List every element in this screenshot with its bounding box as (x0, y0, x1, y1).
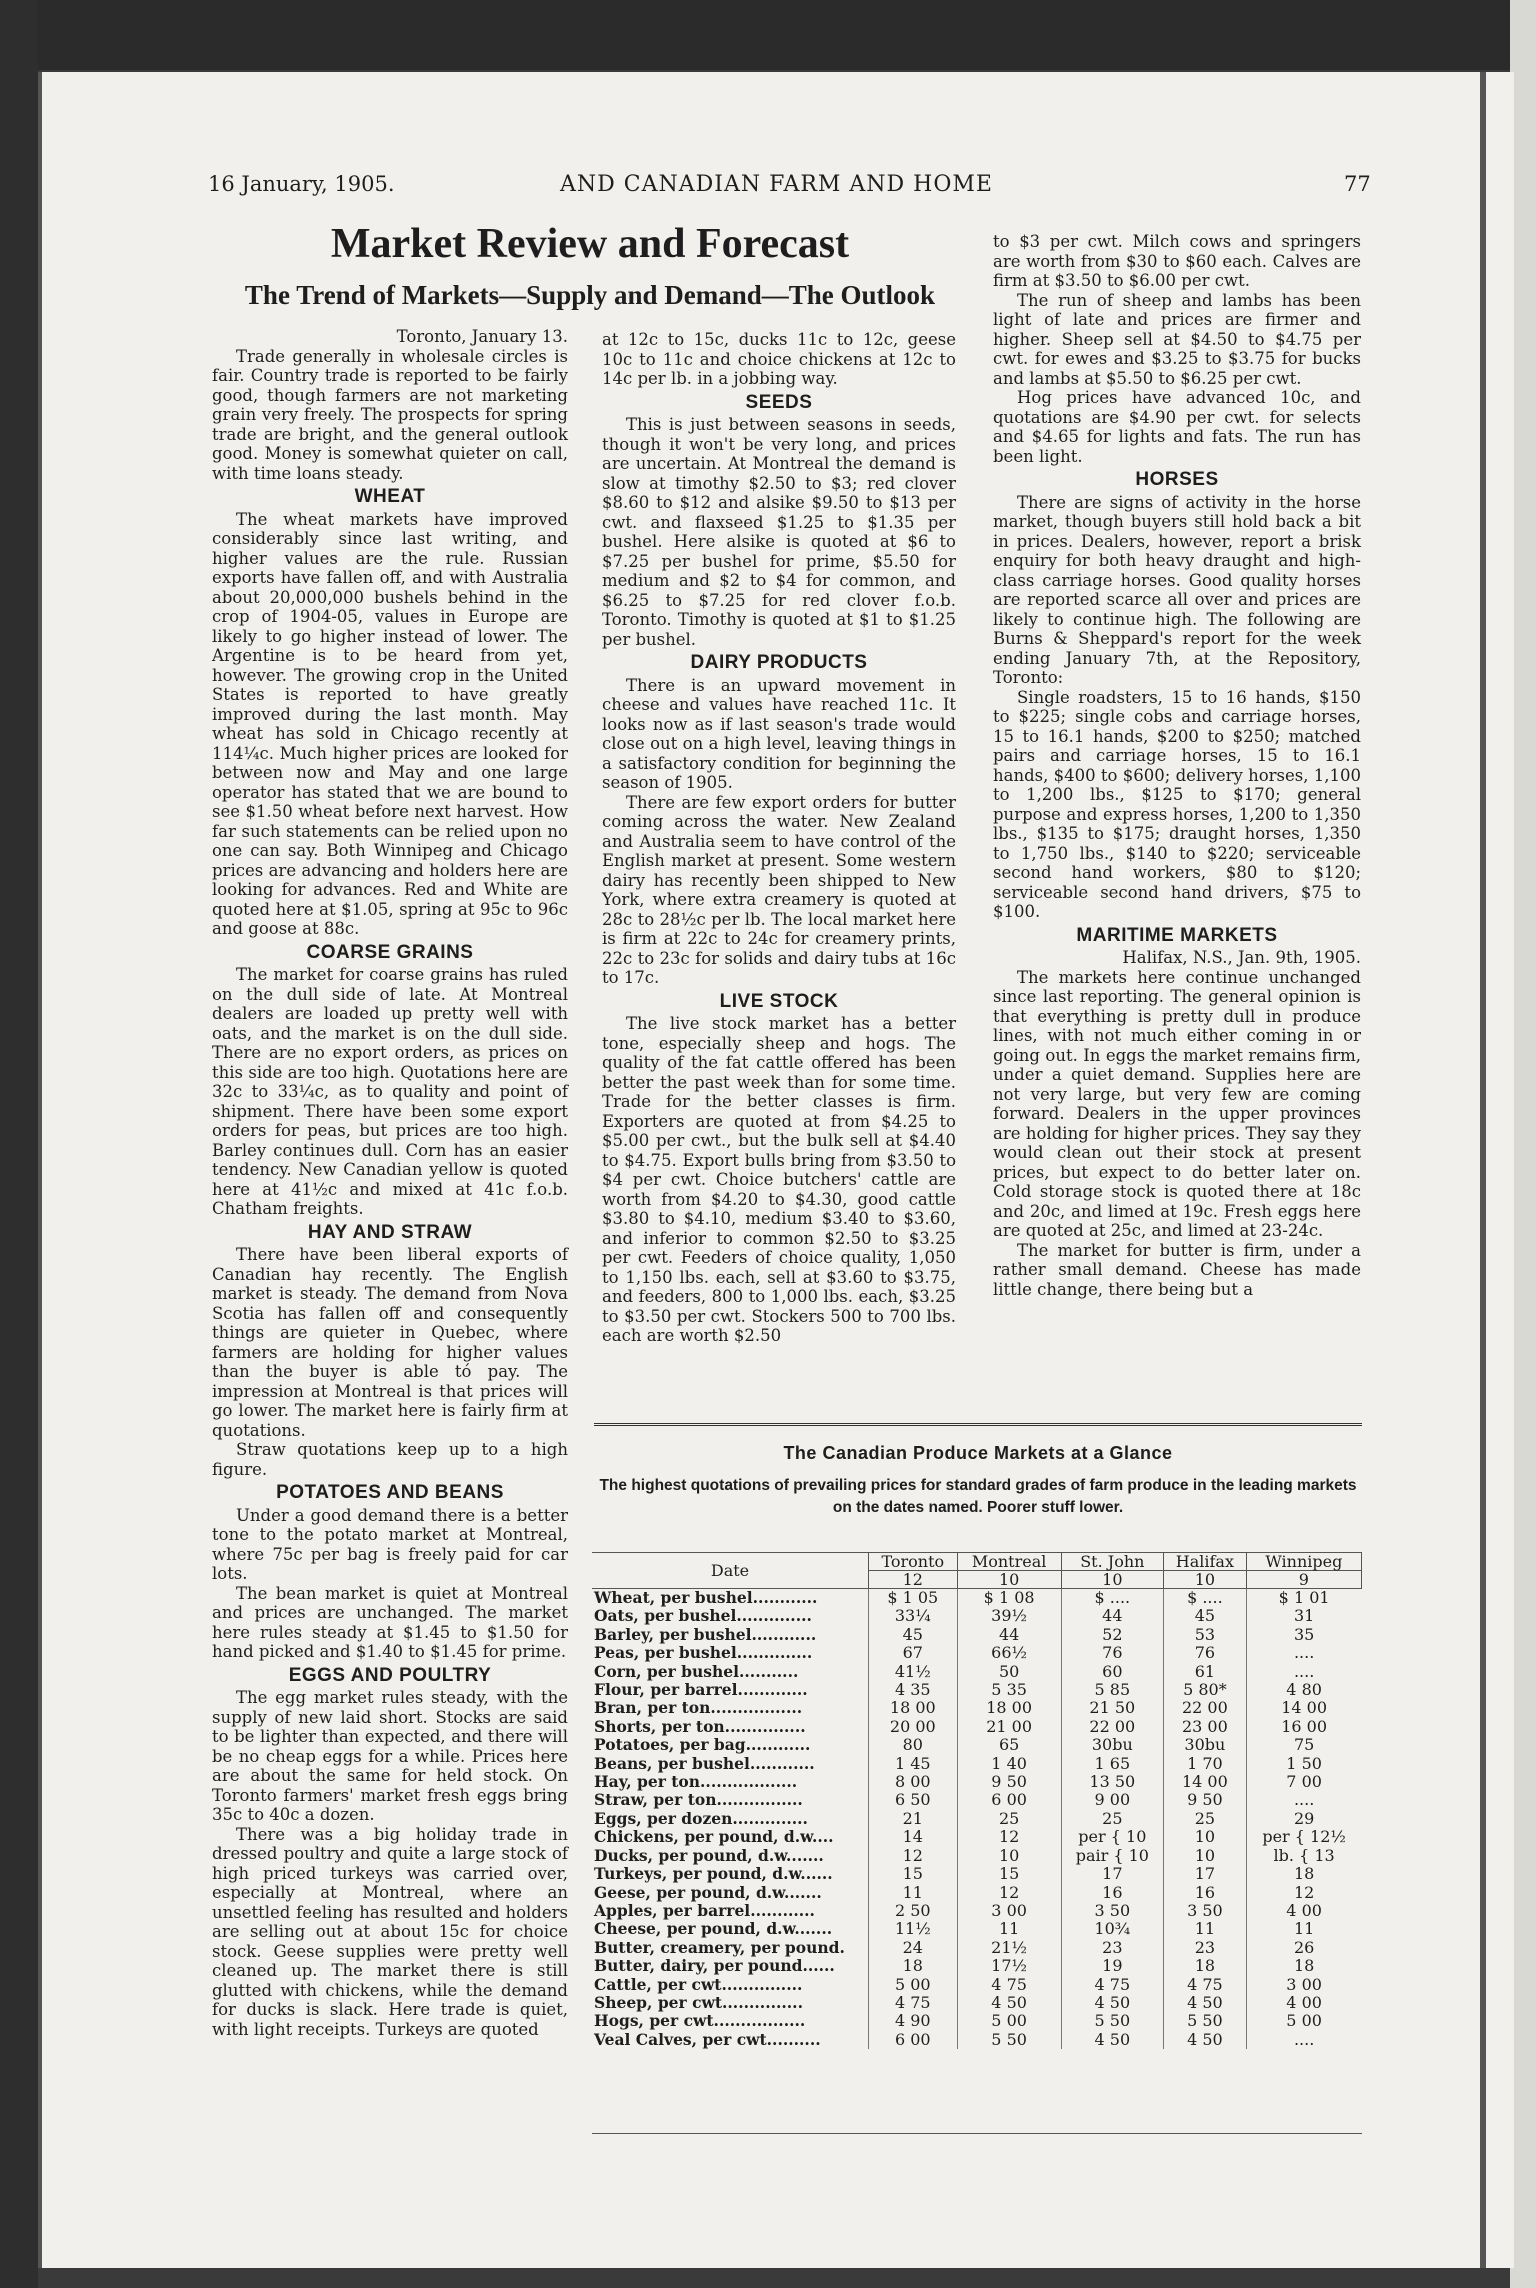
table-row (592, 1939, 1362, 1957)
row-label: Potatoes, per bag............ (594, 1736, 811, 1755)
price-cell: 11 (957, 1920, 1061, 1938)
table-row (592, 1828, 1362, 1846)
paragraph-poultry-cont: at 12c to 15c, ducks 11c to 12c, geese 10c to 11c and choice chickens at 12c to 14c per lb. in a jobbing way. (602, 330, 956, 388)
table-row (592, 1644, 1362, 1662)
price-cell: 4 50 (1164, 1994, 1247, 2012)
price-cell: 16 00 (1246, 1718, 1361, 1736)
price-cell: lb. { 13 (1246, 1847, 1361, 1865)
price-cell: 5 50 (1164, 2012, 1247, 2030)
price-cell: 24 (869, 1939, 958, 1957)
price-cell: 16 (1164, 1884, 1247, 1902)
price-cell: 44 (1061, 1607, 1163, 1625)
table-row (592, 1957, 1362, 1975)
price-cell: 3 00 (1246, 1976, 1361, 1994)
table-row (592, 1699, 1362, 1717)
column-header-city: Halifax (1164, 1553, 1247, 1571)
price-cell: 76 (1164, 1644, 1247, 1662)
price-cell: 14 00 (1164, 1773, 1247, 1791)
price-cell: 53 (1164, 1626, 1247, 1644)
table-row (592, 1884, 1362, 1902)
price-cell: $ 1 08 (957, 1589, 1061, 1608)
row-label: Beans, per bushel............ (594, 1754, 815, 1773)
price-cell: pair { 10 (1061, 1847, 1163, 1865)
row-label: Eggs, per dozen.............. (594, 1809, 808, 1828)
price-cell: 6 50 (869, 1791, 958, 1809)
price-cell: 30bu (1164, 1736, 1247, 1754)
price-cell: 1 65 (1061, 1755, 1163, 1773)
price-cell: 18 (1246, 1957, 1361, 1975)
price-cell: 14 00 (1246, 1699, 1361, 1717)
row-label: Wheat, per bushel............ (594, 1588, 818, 1607)
price-cell: 18 00 (957, 1699, 1061, 1717)
column-header-date-value: 9 (1246, 1571, 1361, 1589)
price-cell: 7 00 (1246, 1773, 1361, 1791)
table-row (592, 1847, 1362, 1865)
price-cell: 1 70 (1164, 1755, 1247, 1773)
table-row (592, 1755, 1362, 1773)
price-cell: 9 50 (1164, 1791, 1247, 1809)
price-cell: .... (1246, 1663, 1361, 1681)
price-cell: .... (1246, 1791, 1361, 1809)
price-cell: 41½ (869, 1663, 958, 1681)
price-cell: 30bu (1061, 1736, 1163, 1754)
price-cell: 4 00 (1246, 1994, 1361, 2012)
price-cell: 61 (1164, 1663, 1247, 1681)
price-cell: 17 (1164, 1865, 1247, 1883)
price-cell: 5 35 (957, 1681, 1061, 1699)
price-cell: 6 00 (957, 1791, 1061, 1809)
table-row (592, 1810, 1362, 1828)
price-cell: 76 (1061, 1644, 1163, 1662)
paragraph-straw: Straw quotations keep up to a high figure. (212, 1440, 568, 1479)
price-cell: 4 75 (1061, 1976, 1163, 1994)
price-cell: 5 50 (1061, 2012, 1163, 2030)
section-heading-dairy: DAIRY PRODUCTS (690, 652, 868, 673)
row-label: Peas, per bushel.............. (594, 1644, 813, 1663)
column-header-date-value: 10 (1061, 1571, 1163, 1589)
row-label: Veal Calves, per cwt.......... (594, 2030, 821, 2049)
table-row (592, 1736, 1362, 1754)
price-cell: 17 (1061, 1865, 1163, 1883)
price-cell: 5 80* (1164, 1681, 1247, 1699)
price-cell: 25 (1164, 1810, 1247, 1828)
header-journal-name: AND CANADIAN FARM AND HOME (560, 172, 993, 197)
section-heading-horses: HORSES (1135, 469, 1219, 490)
price-cell: 35 (1246, 1626, 1361, 1644)
section-heading-eggs-poultry: EGGS AND POULTRY (288, 1664, 492, 1686)
table-row (592, 1791, 1362, 1809)
section-heading-maritime: MARITIME MARKETS (1076, 924, 1278, 946)
produce-prices-table (592, 1552, 1362, 2049)
paragraph-dairy-2: There are few export orders for butter coming across the water. New Zealand and Australia seem to have control of the English market at present. Some western dairy has recently been shipped to New York, where extra creamery is quoted at 28c to 28½c per lb. The local market here is firm at 22c to 24c for creamery prints, 22c to 23c for solids and dairy tubs at 16c to 17c. (602, 792, 956, 987)
table-row (592, 1902, 1362, 1920)
section-heading-coarse-grains: COARSE GRAINS (306, 941, 474, 963)
price-cell: .... (1246, 1644, 1361, 1662)
price-cell: 4 75 (957, 1976, 1061, 1994)
price-cell: 3 50 (1164, 1902, 1247, 1920)
row-label: Straw, per ton................ (594, 1791, 803, 1810)
price-cell: .... (1246, 2031, 1361, 2049)
price-cell: 4 75 (1164, 1976, 1247, 1994)
price-cell: 11 (1164, 1920, 1247, 1938)
price-cell: 5 00 (869, 1976, 958, 1994)
paragraph-eggs: The egg market rules steady, with the supply of new laid short. Stocks are said to be lighter than expected, and there will be no cheap eggs for a while. Prices here are about the same for held stock. On Toronto farmers' market fresh eggs bring 35c to 40c a dozen. (212, 1688, 568, 1824)
row-label: Barley, per bushel............ (594, 1625, 817, 1644)
table-row (592, 2012, 1362, 2030)
price-cell: 3 50 (1061, 1902, 1163, 1920)
price-cell: 8 00 (869, 1773, 958, 1791)
price-cell: 80 (869, 1736, 958, 1754)
price-cell: 14 (869, 1828, 958, 1846)
price-cell: 17½ (957, 1957, 1061, 1975)
table-row (592, 2031, 1362, 2049)
price-cell: 1 40 (957, 1755, 1061, 1773)
table-top-rule (594, 1423, 1362, 1426)
paragraph-potatoes: Under a good demand there is a better tone to the potato market at Montreal, where 75c per bag is freely paid for car lots. (212, 1505, 568, 1583)
price-cell: 1 45 (869, 1755, 958, 1773)
column-header-city: Winnipeg (1246, 1553, 1361, 1571)
row-label: Apples, per barrel............ (594, 1901, 815, 1920)
price-cell: 23 (1164, 1939, 1247, 1957)
price-cell: 15 (957, 1865, 1061, 1883)
column-3 (993, 232, 1361, 1412)
price-cell: 60 (1061, 1663, 1163, 1681)
price-cell: 5 00 (957, 2012, 1061, 2030)
paragraph-horses-2: Single roadsters, 15 to 16 hands, $150 to $225; single cobs and carriage horses, 15 to 16.1 hands, $200 to $250; matched pairs and carriage horses, 15 to 16.1 hands, $400 to $600; delivery horses, 1,100 to 1,200 lbs., $125 to $170; general purpose and express horses, 1,200 to 1,350 lbs., $135 to $175; draught horses, 1,350 to 1,750 lbs., $140 to $220; serviceable second hand workers, $80 to $120; serviceable second hand drivers, $75 to $100. (993, 687, 1361, 921)
column-header-date-value: 12 (869, 1571, 958, 1589)
table-row (592, 1626, 1362, 1644)
price-cell: 19 (1061, 1957, 1163, 1975)
price-cell: 5 85 (1061, 1681, 1163, 1699)
price-cell: 21½ (957, 1939, 1061, 1957)
table-row (592, 1718, 1362, 1736)
row-label: Oats, per bushel.............. (594, 1607, 812, 1626)
row-label: Cheese, per pound, d.w....... (594, 1920, 833, 1939)
row-label: Turkeys, per pound, d.w...... (594, 1865, 833, 1884)
paragraph-horses-1: There are signs of activity in the horse market, though buyers still hold back a bit in prices. Dealers, however, report a brisk enquiry for both heavy draught and high-class carriage horses. Good quality horses are reported scarce all over and prices are likely to continue high. The following are Burns & Sheppard's report for the week ending January 7th, at the Repository, Toronto: (993, 492, 1361, 687)
price-cell: 23 00 (1164, 1718, 1247, 1736)
price-cell: 26 (1246, 1939, 1361, 1957)
section-heading-hay-straw: HAY AND STRAW (307, 1221, 473, 1243)
price-cell: 45 (1164, 1607, 1247, 1625)
price-cell: 4 90 (869, 2012, 958, 2030)
row-label: Hay, per ton.................. (594, 1773, 798, 1792)
row-label: Corn, per bushel........... (594, 1662, 799, 1681)
price-cell: 45 (869, 1626, 958, 1644)
paragraph-sheep: The run of sheep and lambs has been light of late and prices are firmer and higher. Sheep sell at $4.50 to $4.75 per cwt. for ewes and $3.25 to $3.75 for bucks and lambs at $5.50 to $6.25 per cwt. (993, 290, 1361, 388)
scan-top-border (0, 0, 1536, 70)
column-header-city: Montreal (957, 1553, 1061, 1571)
price-cell: 10 (957, 1847, 1061, 1865)
table-row (592, 1976, 1362, 1994)
price-cell: 9 50 (957, 1773, 1061, 1791)
price-cell: 4 35 (869, 1681, 958, 1699)
table-row (592, 1920, 1362, 1938)
price-cell: 3 00 (957, 1902, 1061, 1920)
price-cell: 66½ (957, 1644, 1061, 1662)
price-cell: 11 (1246, 1920, 1361, 1938)
column-2 (602, 330, 956, 1410)
row-label: Geese, per pound, d.w....... (594, 1883, 822, 1902)
row-label: Sheep, per cwt............... (594, 1993, 803, 2012)
price-cell: 5 00 (1246, 2012, 1361, 2030)
price-cell: 25 (957, 1810, 1061, 1828)
price-cell: 4 75 (869, 1994, 958, 2012)
table-row (592, 1865, 1362, 1883)
price-cell: 18 00 (869, 1699, 958, 1717)
price-cell: per { 12½ (1246, 1828, 1361, 1846)
paragraph-beans: The bean market is quiet at Montreal and prices are unchanged. The market here rules steady at $1.45 to $1.50 for hand picked and $1.40 to $1.45 for prime. (212, 1583, 568, 1661)
price-cell: 50 (957, 1663, 1061, 1681)
price-cell: 39½ (957, 1607, 1061, 1625)
price-cell: 13 50 (1061, 1773, 1163, 1791)
table-row (592, 1681, 1362, 1699)
price-cell: 12 (869, 1847, 958, 1865)
table-header-cities (592, 1553, 1362, 1571)
section-heading-wheat: WHEAT (354, 486, 426, 507)
price-cell: 4 50 (1061, 1994, 1163, 2012)
table-row (592, 1589, 1362, 1608)
section-heading-live-stock: LIVE STOCK (719, 990, 839, 1012)
table-row (592, 1663, 1362, 1681)
column-1 (212, 327, 568, 2127)
price-cell: $ .... (1164, 1589, 1247, 1608)
price-cell: 11 (869, 1884, 958, 1902)
dateline-halifax: Halifax, N.S., Jan. 9th, 1905. (1122, 948, 1361, 967)
column-header-date-value: 10 (1164, 1571, 1247, 1589)
column-header-city: Toronto (869, 1553, 958, 1571)
price-cell: 44 (957, 1626, 1061, 1644)
section-heading-potatoes-beans: POTATOES AND BEANS (276, 1482, 504, 1503)
price-cell: 2 50 (869, 1902, 958, 1920)
row-label: Butter, dairy, per pound...... (594, 1957, 835, 1976)
price-cell: 12 (957, 1828, 1061, 1846)
price-cell: 15 (869, 1865, 958, 1883)
price-cell: 18 (869, 1957, 958, 1975)
paragraph-hay: There have been liberal exports of Canadian hay recently. The English market is steady. The demand from Nova Scotia has fallen off and consequently things are quieter in Quebec, where farmers are holding for higher values than the buyer is able tó pay. The impression at Montreal is that prices will go lower. The market here is fairly firm at quotations. (212, 1245, 568, 1440)
price-cell: 16 (1061, 1884, 1163, 1902)
header-page-number: 77 (1344, 172, 1371, 196)
price-cell: 4 00 (1246, 1902, 1361, 1920)
table-row (592, 1994, 1362, 2012)
paragraph-hogs: Hog prices have advanced 10c, and quotations are $4.90 per cwt. for selects and $4.65 for lights and fats. The run has been light. (993, 388, 1361, 466)
table-body (592, 1589, 1362, 2050)
article-subtitle: The Trend of Markets—Supply and Demand—The Outlook (244, 280, 936, 310)
row-label: Butter, creamery, per pound. (594, 1938, 845, 1957)
price-cell: 33¼ (869, 1607, 958, 1625)
price-cell: 9 00 (1061, 1791, 1163, 1809)
paragraph-intro: Trade generally in wholesale circles is fair. Country trade is reported to be fairly good, though farmers are not marketing grain very freely. The prospects for spring trade are bright, and the general outlook good. Money is somewhat quieter on call, with time loans steady. (212, 346, 568, 483)
price-cell: 25 (1061, 1810, 1163, 1828)
price-cell: 75 (1246, 1736, 1361, 1754)
price-cell: 23 (1061, 1939, 1163, 1957)
price-cell: 22 00 (1061, 1718, 1163, 1736)
paragraph-poultry: There was a big holiday trade in dressed poultry and quite a large stock of high priced turkeys was carried over, especially at Montreal, where an unsettled feeling has resulted and holders are selling out at about 15c for choice stock. Geese supplies were pretty well cleaned up. The market there is still glutted with chickens, while the demand for ducks is slack. Here trade is quiet, with light receipts. Turkeys are quoted (212, 1824, 568, 2039)
price-cell: 10 (1164, 1828, 1247, 1846)
price-cell: 29 (1246, 1810, 1361, 1828)
price-cell: 52 (1061, 1626, 1163, 1644)
column-header-city: St. John (1061, 1553, 1163, 1571)
price-cell: $ 1 01 (1246, 1589, 1361, 1608)
paragraph-seeds: This is just between seasons in seeds, though it won't be very long, and prices are uncertain. At Montreal the demand is slow at timothy $2.50 to $3; red clover $8.60 to $12 and alsike $9.50 to $13 per cwt. and flaxseed $1.25 to $1.35 per bushel. Here alsike is quoted at $6 to $7.25 per bushel for prime, $5.50 for medium and $2 to $4 for common, and $6.25 to $7.25 for red clover f.o.b. Toronto. Timothy is quoted at $1 to $1.25 per bushel. (602, 415, 956, 649)
price-cell: 6 00 (869, 2031, 958, 2049)
row-label: Flour, per barrel............. (594, 1681, 808, 1700)
row-label: Ducks, per pound, d.w....... (594, 1846, 824, 1865)
dateline-toronto: Toronto, January 13. (396, 327, 568, 346)
price-cell: 10 (1164, 1847, 1247, 1865)
price-cell: 12 (1246, 1884, 1361, 1902)
table-row (592, 1607, 1362, 1625)
table-title: The Canadian Produce Markets at a Glance (783, 1443, 1173, 1463)
price-cell: 5 50 (957, 2031, 1061, 2049)
price-cell: 65 (957, 1736, 1061, 1754)
paragraph-live-stock-cont: to $3 per cwt. Milch cows and springers are worth from $30 to $60 each. Calves are firm at $3.50 to $6.00 per cwt. (993, 232, 1361, 290)
article-title: Market Review and Forecast (330, 221, 850, 267)
paragraph-live-stock: The live stock market has a better tone, especially sheep and hogs. The quality of the fat cattle offered has been better the past week than for some time. Trade for the better classes is firm. Exporters are quoted at from $4.25 to $5.00 per cwt., but the bulk sell at $4.40 to $4.75. Export bulls bring from $3.50 to $4 per cwt. Choice butchers' cattle are worth from $4.20 to $4.30, good cattle $3.80 to $4.10, medium $3.40 to $3.60, and inferior to common $2.50 to $3.25 per cwt. Feeders of choice quality, 1,050 to 1,150 lbs. each, sell at $3.60 to $3.75, and feeders, 800 to 1,000 lbs. each, $3.25 to $3.50 per cwt. Stockers 500 to 700 lbs. each are worth $2.50 (602, 1014, 956, 1345)
price-cell: 18 (1164, 1957, 1247, 1975)
section-heading-seeds: SEEDS (745, 391, 813, 413)
price-cell: 21 00 (957, 1718, 1061, 1736)
price-cell: 21 (869, 1810, 958, 1828)
table-bottom-rule (592, 2133, 1362, 2134)
column-header-date: Date (592, 1553, 869, 1589)
paragraph-dairy-1: There is an upward movement in cheese and values have reached 11c. It looks now as if last season's trade would close out on a high level, leaving things in a satisfactory condition for beginning the season of 1905. (602, 675, 956, 792)
header-date: 16 January, 1905. (208, 172, 395, 196)
price-cell: 12 (957, 1884, 1061, 1902)
price-cell: 18 (1246, 1865, 1361, 1883)
row-label: Shorts, per ton............... (594, 1717, 806, 1736)
page-edge-shadow (1480, 72, 1486, 2268)
row-label: Chickens, per pound, d.w.... (594, 1828, 834, 1847)
scan-left-border (0, 0, 38, 2288)
price-cell: 1 50 (1246, 1755, 1361, 1773)
price-cell: 22 00 (1164, 1699, 1247, 1717)
paragraph-wheat: The wheat markets have improved considerably since last writing, and higher values are the rule. Russian exports have fallen off, and with Australia about 20,000,000 bushels behind in the crop of 1904-05, values in Europe are likely to go higher instead of lower. The Argentine is to be heard from yet, however. The growing crop in the United States is reported to have greatly improved during the last month. May wheat has sold in Chicago recently at 114¼c. Much higher prices are looked for between now and May and one large operator has stated that we are bound to see $1.50 wheat before next harvest. How far such statements can be relied upon no one can say. Both Winnipeg and Chicago prices are advancing and holders here are looking for advances. Red and White are quoted here at $1.05, spring at 95c to 96c and goose at 88c. (212, 509, 568, 938)
price-cell: per { 10 (1061, 1828, 1163, 1846)
paragraph-coarse-grains: The market for coarse grains has ruled on the dull side of late. At Montreal dealers are loaded up pretty well with oats, and the market is on the dull side. There are no export orders, as prices on this side are too high. Quotations here are 32c to 33¼c, as to quality and point of shipment. There have been some export orders for peas, but prices are too high. Barley continues dull. Corn has an easier tendency. New Canadian yellow is quoted here at 41½c and mixed at 41c f.o.b. Chatham freights. (212, 965, 568, 1218)
price-cell: 21 50 (1061, 1699, 1163, 1717)
price-cell: 11½ (869, 1920, 958, 1938)
table-description: The highest quotations of prevailing prices for standard grades of farm produce in the leading markets on the dates named. Poorer stuff lower. (599, 1477, 1357, 1516)
row-label: Hogs, per cwt................. (594, 2012, 806, 2031)
price-cell: 10¾ (1061, 1920, 1163, 1938)
paragraph-maritime-1: The markets here continue unchanged since last reporting. The general opinion is that everything is pretty dull in produce lines, with not much either coming in or going out. In eggs the market remains firm, under a quiet demand. Supplies here are not very large, but very few are coming forward. Dealers in the upper provinces are holding for higher prices. They say they would clean out their stock at present prices, but expect to do better later on. Cold storage stock is quoted there at 18c and 20c, and limed at 19c. Fresh eggs here are quoted at 25c, and limed at 23-24c. (993, 967, 1361, 1240)
price-cell: 4 50 (1061, 2031, 1163, 2049)
price-cell: $ .... (1061, 1589, 1163, 1608)
paragraph-maritime-2: The market for butter is firm, under a rather small demand. Cheese has made little change, there being but a (993, 1240, 1361, 1299)
price-cell: 4 50 (1164, 2031, 1247, 2049)
table-row (592, 1773, 1362, 1791)
price-cell: 20 00 (869, 1718, 958, 1736)
price-cell: $ 1 05 (869, 1589, 958, 1608)
row-label: Cattle, per cwt............... (594, 1975, 803, 1994)
price-cell: 4 80 (1246, 1681, 1361, 1699)
price-cell: 31 (1246, 1607, 1361, 1625)
row-label: Bran, per ton................. (594, 1699, 803, 1718)
column-header-date-value: 10 (957, 1571, 1061, 1589)
price-cell: 67 (869, 1644, 958, 1662)
price-cell: 4 50 (957, 1994, 1061, 2012)
